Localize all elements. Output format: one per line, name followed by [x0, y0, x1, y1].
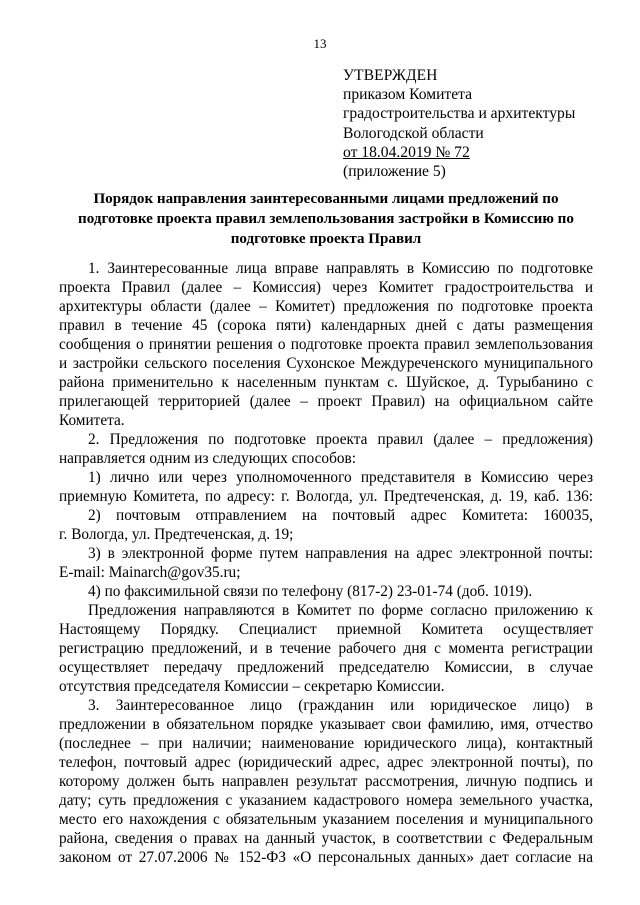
body-line: района применительно к населенным пунктам с. Шуйское, д. Турыбанино с	[59, 374, 593, 391]
body-line: Предложения направляются в Комитет по форме согласно приложению к	[88, 602, 593, 619]
approval-line: Вологодской области	[343, 124, 484, 142]
body-line: место его нахождения с обязательным указанием поселения и муниципального	[59, 811, 593, 828]
body-line: Настоящему Порядку. Специалист приемной Комитета осуществляет	[59, 621, 593, 638]
body-line: телефон, почтовый адрес (юридический адрес, адрес электронной почты), по	[59, 754, 593, 771]
body-line: приемную Комитета, по адресу: г. Вологда, ул. Предтеченская, д. 19, каб. 136:	[59, 488, 593, 505]
body-line: E-mail: Mainarch@gov35.ru;	[59, 564, 241, 581]
body-line: правил в течение 45 (сорока пяти) календарных дней с даты размещения	[59, 317, 593, 334]
approval-appendix: (приложение 5)	[343, 163, 446, 181]
body-line: дату; суть предложения с указанием кадастрового номера земельного участка,	[59, 792, 593, 809]
body-line: законом от 27.07.2006 № 152-ФЗ «О персональных данных» дает согласие на	[59, 849, 593, 866]
title-line: подготовке проекта Правил	[230, 230, 422, 247]
body-line: предложении в обязательном порядке указывает свои фамилию, имя, отчество	[59, 716, 593, 733]
body-line: которому должен быть направлен результат рассмотрения, личную подпись и	[59, 773, 593, 790]
approval-title: УТВЕРЖДЕН	[343, 67, 438, 84]
body-line: Комитета.	[59, 412, 125, 429]
body-line: 2) почтовым отправлением на почтовый адрес Комитета: 160035,	[88, 507, 593, 524]
body-line: 4) по факсимильной связи по телефону (817-2) 23-01-74 (доб. 1019).	[88, 583, 533, 600]
body-line: 3. Заинтересованное лицо (гражданин или юридическое лицо) в	[88, 697, 593, 714]
approval-line: приказом Комитета	[343, 86, 473, 104]
body-line: 1. Заинтересованные лица вправе направлять в Комиссию по подготовке	[88, 260, 593, 277]
body-line: 2. Предложения по подготовке проекта правил (далее – предложения)	[88, 431, 593, 448]
body-line: архитектуры области (далее – Комитет) предложения по подготовке проекта	[59, 298, 593, 315]
body-line: отсутствия председателя Комиссии – секретарю Комиссии.	[59, 678, 445, 695]
page-number: 13	[313, 36, 327, 51]
body-line: регистрацию предложений, и в течение рабочего дня с момента регистрации	[59, 640, 593, 657]
approval-stamp	[343, 66, 575, 181]
body-line: района, сведения о правах на данный участок, в соответствии с Федеральным	[59, 830, 593, 847]
body-line: осуществляет передачу предложений председателю Комиссии, в случае	[59, 659, 593, 676]
body-line: прилегающей территорией (далее – проект Правил) на официальном сайте	[59, 393, 593, 410]
approval-date-number: от 18.04.2019 № 72	[343, 143, 470, 161]
body-line: и застройки сельского поселения Сухонское Междуреченского муниципального	[59, 355, 593, 372]
document-title	[60, 190, 592, 249]
body-line: 3) в электронной форме путем направления на адрес электронной почты:	[88, 545, 593, 562]
body-line: проекта Правил (далее – Комиссия) через Комитет градостроительства и	[59, 279, 593, 296]
document-body	[59, 259, 593, 867]
body-line: г. Вологда, ул. Предтеченская, д. 19;	[59, 526, 294, 543]
body-line: направляется одним из следующих способов:	[59, 450, 356, 467]
title-line: Порядок направления заинтересованными лицами предложений по	[93, 191, 559, 207]
title-line: подготовке проекта правил землепользования застройки в Комиссию по	[78, 210, 574, 227]
body-line: 1) лично или через уполномоченного представителя в Комиссию через	[88, 469, 593, 486]
approval-line: градостроительства и архитектуры	[343, 105, 576, 123]
body-line: сообщения о принятии решения о подготовке проекта правил землепользования	[59, 336, 593, 353]
body-line: (последнее – при наличии; наименование юридического лица), контактный	[59, 735, 593, 752]
